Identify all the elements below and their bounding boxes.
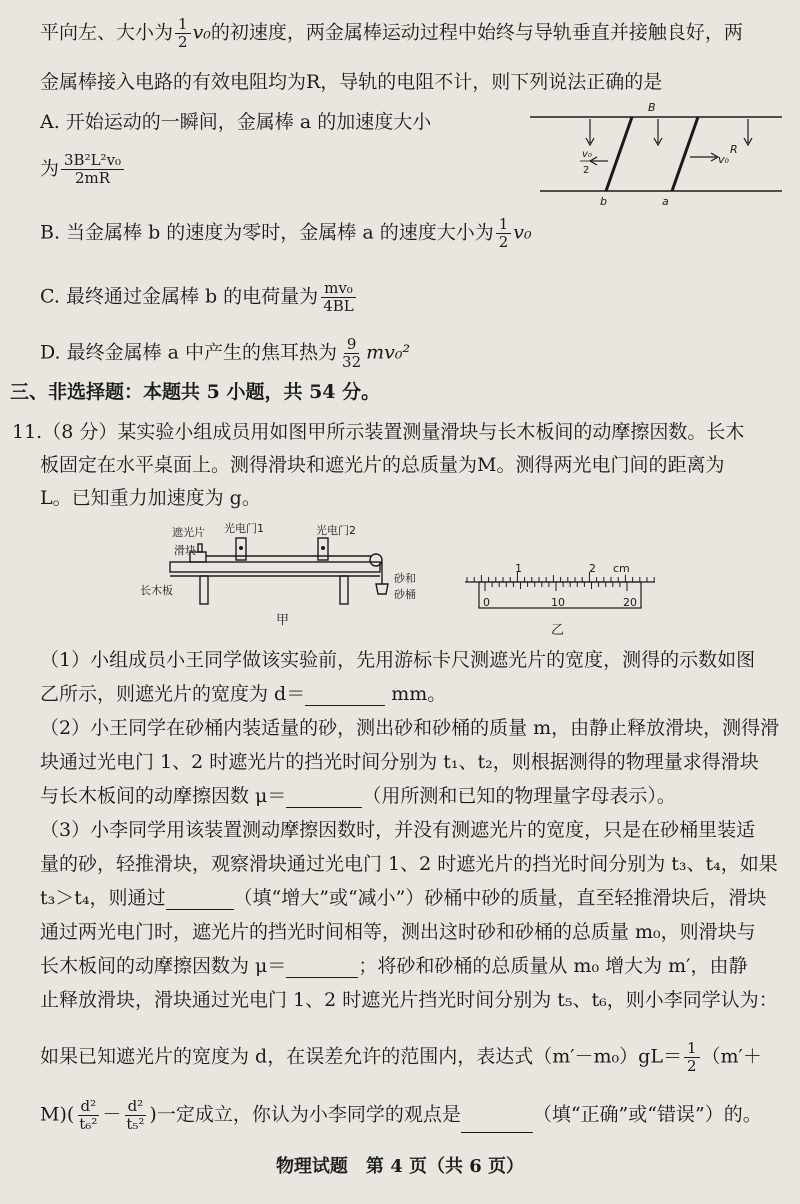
q11-part3-g: 如果已知遮光片的宽度为 d，在误差允许的范围内，表达式（m′－m₀）gL＝ $\frac{1}{2}$ （m′＋: [40, 1039, 762, 1075]
rail-diagram: [530, 95, 788, 210]
label-r: R: [730, 143, 738, 156]
q10-option-a-value: 为 $\frac{\text{3B²L²v₀}}{2mR}$: [40, 152, 126, 187]
fraction-accel: $\frac{\text{3B²L²v₀}}{2mR}$: [61, 152, 124, 187]
label-gate2: 光电门2: [316, 524, 356, 537]
fraction-charge: $\frac{\text{mv₀}}{4BL}$: [320, 280, 357, 315]
label-huakuai: 滑块: [174, 544, 196, 557]
fraction-d2-t6: $\frac{\text{d²}}{\text{t₆²}}$: [79, 1097, 98, 1133]
label-changmuban: 长木板: [140, 584, 173, 597]
vernier-10: 10: [551, 596, 565, 609]
main-scale-cm: cm: [613, 562, 630, 575]
q11-part1-b: 乙所示，则遮光片的宽度为 d＝ mm。: [40, 683, 447, 705]
q11-line3: L。已知重力加速度为 g。: [40, 487, 261, 509]
fraction-half: $\frac{1}{2}$: [175, 16, 191, 51]
answer-blank-mu2[interactable]: [286, 959, 358, 978]
vernier-0: 0: [483, 596, 490, 609]
label-rod-a: a: [662, 195, 669, 208]
q11-line1: 11.（8 分）某实验小组成员用如图甲所示装置测量滑块与长木板间的动摩擦因数。长木: [12, 421, 745, 443]
answer-blank-opinion[interactable]: [461, 1114, 533, 1133]
q11-part3-h: M)( $\frac{\text{d²}}{\text{t₆²}}$ － $\frac{\text{d²}}{\text{t₅²}}$ )一定成立，你认为小李同学的观点是 （填“正确”或“错误”）的。: [40, 1097, 762, 1133]
answer-blank-mu[interactable]: [286, 789, 362, 808]
main-scale-2: 2: [589, 562, 596, 575]
label-jia: 甲: [276, 613, 290, 628]
label-yi: 乙: [551, 623, 565, 638]
q11-part3-f: 止释放滑块，滑块通过光电门 1、2 时遮光片挡光时间分别为 t₅、t₆，则小李同学认为：: [40, 989, 778, 1011]
q10-option-d: D. 最终金属棒 a 中产生的焦耳热为 $\frac{9}{32}$ mv₀²: [40, 335, 411, 371]
apparatus-figure: [140, 518, 450, 628]
vernier-figure: [455, 560, 665, 640]
q10-line2: 金属棒接入电路的有效电阻均为R，导轨的电阻不计，则下列说法正确的是: [40, 71, 663, 93]
q10-line1: 平向左、大小为 $\frac{1}{2}$ v₀的初速度，两金属棒运动过程中始终与导轨垂直并接触良好，两: [40, 15, 743, 51]
vernier-20: 20: [623, 596, 637, 609]
q11-part2-b: 块通过光电门 1、2 时遮光片的挡光时间分别为 t₁、t₂，则根据测得的物理量求得滑块: [40, 751, 759, 773]
q10-option-a: A. 开始运动的一瞬间，金属棒 a 的加速度大小: [40, 111, 432, 133]
q11-part3-e: 长木板间的动摩擦因数为 μ＝ ；将砂和砂桶的总质量从 m₀ 增大为 m′，由静: [40, 955, 748, 977]
answer-blank-width[interactable]: [305, 687, 385, 706]
q11-part1-a: （1）小组成员小王同学做该实验前，先用游标卡尺测遮光片的宽度，测得的示数如图: [40, 649, 756, 671]
q11-part3-d: 通过两光电门时，遮光片的挡光时间相等，测出这时砂和砂桶的总质量 m₀，则滑块与: [40, 921, 756, 943]
label-v0-left-num: v₀: [582, 149, 592, 160]
fraction-half-energy: $\frac{1}{2}$: [684, 1040, 700, 1075]
label-gate1: 光电门1: [224, 522, 264, 535]
label-b-field: B: [648, 101, 656, 114]
q11-part2-c: 与长木板间的动摩擦因数 μ＝ （用所测和已知的物理量字母表示）。: [40, 785, 676, 807]
q10-option-b: B. 当金属棒 b 的速度为零时，金属棒 a 的速度大小为 $\frac{1}{2}$ v₀: [40, 215, 532, 251]
label-v0-left-den: 2: [583, 165, 590, 176]
main-scale-1: 1: [515, 562, 522, 575]
label-sha-1: 砂和: [394, 572, 416, 585]
q10-option-c: C. 最终通过金属棒 b 的电荷量为 $\frac{\text{mv₀}}{4BL}$: [40, 280, 359, 315]
fraction-d2-t5: $\frac{\text{d²}}{\text{t₅²}}$: [126, 1097, 145, 1133]
q11-part3-c: t₃＞t₄，则通过 （填“增大”或“减小”）砂桶中砂的质量，直至轻推滑块后，滑块: [40, 887, 767, 909]
label-sha-2: 砂桶: [394, 588, 416, 601]
q11-part3-b: 量的砂，轻推滑块，观察滑块通过光电门 1、2 时遮光片的挡光时间分别为 t₃、t₄，如果: [40, 853, 778, 875]
q11-line2: 板固定在水平桌面上。测得滑块和遮光片的总质量为M。测得两光电门间的距离为: [40, 454, 725, 476]
label-zheguangpian: 遮光片: [172, 526, 205, 539]
label-v0-right: v₀: [718, 153, 729, 166]
label-rod-b: b: [600, 195, 607, 208]
answer-blank-adjust[interactable]: [166, 891, 234, 910]
section-heading: 三、非选择题：本题共 5 小题，共 54 分。: [10, 381, 381, 403]
page-footer: 物理试题 第 4 页（共 6 页）: [275, 1156, 525, 1177]
fraction-half-b: $\frac{1}{2}$: [496, 216, 512, 251]
q11-part2-a: （2）小王同学在砂桶内装适量的砂，测出砂和砂桶的质量 m，由静止释放滑块，测得滑: [40, 717, 780, 739]
fraction-heat: $\frac{9}{32}$: [342, 335, 362, 371]
q11-part3-a: （3）小李同学用该装置测动摩擦因数时，并没有测遮光片的宽度，只是在砂桶里装适: [40, 819, 756, 841]
